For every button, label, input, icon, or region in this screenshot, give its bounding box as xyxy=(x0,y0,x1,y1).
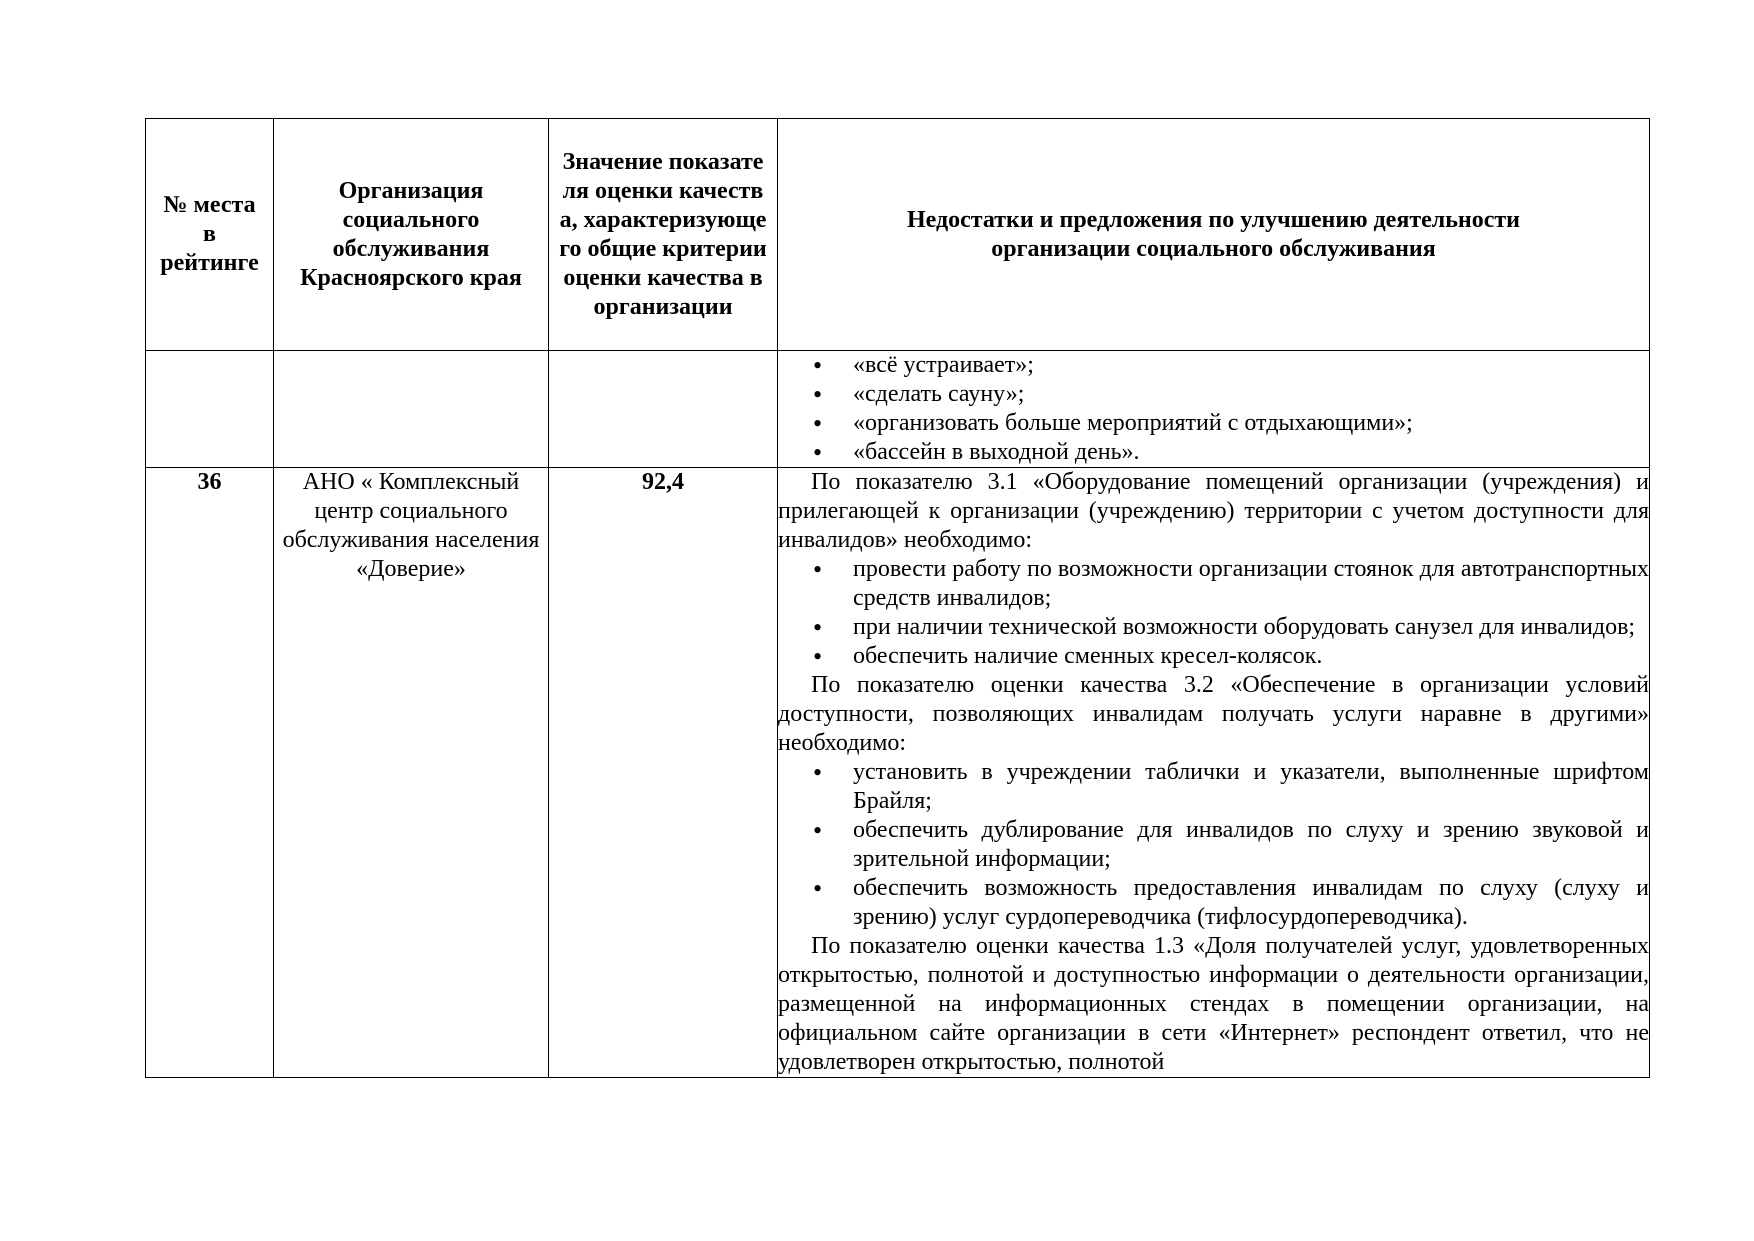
header-place xyxy=(146,119,274,351)
continuation-row xyxy=(146,351,1650,468)
organization-cell: АНО « Комплексный центр социального обслуживания населения «Доверие» xyxy=(274,468,549,1078)
header-shortcomings-text: Недостатки и предложения по улучшению деятельности организации социального обслуживания xyxy=(906,206,1521,262)
list-item: • «всё устраивает»; xyxy=(778,351,1649,380)
list-item: • «бассейн в выходной день». xyxy=(778,438,1649,467)
continuation-organization-cell xyxy=(274,351,549,468)
paragraph-indicator-3-1: По показателю 3.1 «Оборудование помещений организации (учреждения) и прилегающей к организации (учреждению) территории с учетом доступности для инвалидов» необходимо: xyxy=(778,469,1649,553)
continuation-place-cell xyxy=(146,351,274,468)
continuation-text-cell xyxy=(778,351,1650,468)
paragraph-indicator-1-3: По показателю оценки качества 1.3 «Доля получателей услуг, удовлетворенных открытостью, полнотой и доступностью информации о деятельности организации, размещенной на информационных стендах в помещении организации, на официальном сайте организации в сети «Интернет» респондент ответил, что не удовлетворен открытостью, полнотой xyxy=(778,933,1649,1075)
place-cell: 36 xyxy=(146,468,274,1078)
bullet-list-3-2 xyxy=(778,758,1649,932)
table-row xyxy=(146,468,1650,1078)
continuation-bullet-list xyxy=(778,351,1649,467)
header-shortcomings xyxy=(778,119,1650,351)
header-organization xyxy=(274,119,549,351)
header-row xyxy=(146,119,1650,351)
header-value xyxy=(549,119,778,351)
value-cell: 92,4 xyxy=(549,468,778,1078)
bullet-list-3-1 xyxy=(778,555,1649,671)
list-item: • обеспечить возможность предоставления инвалидам по слуху (слуху и зрению) услуг сурдопереводчика (тифлосурдопереводчика). xyxy=(778,874,1649,932)
list-item: • «организовать больше мероприятий с отдыхающими»; xyxy=(778,409,1649,438)
header-organization-text: Организация социального обслуживания Красноярского края xyxy=(300,177,522,291)
list-item: • обеспечить дублирование для инвалидов по слуху и зрению звуковой и зрительной информации; xyxy=(778,816,1649,874)
continuation-value-cell xyxy=(549,351,778,468)
header-value-text: Значение показателя оценки качества, характеризующего общие критерии оценки качества в организации xyxy=(559,148,767,320)
shortcomings-cell xyxy=(778,468,1650,1078)
list-item: • установить в учреждении таблички и указатели, выполненные шрифтом Брайля; xyxy=(778,758,1649,816)
list-item: • обеспечить наличие сменных кресел-колясок. xyxy=(778,642,1649,671)
list-item: • при наличии технической возможности оборудовать санузел для инвалидов; xyxy=(778,613,1649,642)
header-place-text: № места в рейтинге xyxy=(160,192,259,276)
list-item: • провести работу по возможности организации стоянок для автотранспортных средств инвалидов; xyxy=(778,555,1649,613)
paragraph-indicator-3-2: По показателю оценки качества 3.2 «Обеспечение в организации условий доступности, позволяющих инвалидам получать услуги наравне в другими» необходимо: xyxy=(778,672,1649,756)
rating-table xyxy=(145,118,1650,1078)
list-item: • «сделать сауну»; xyxy=(778,380,1649,409)
